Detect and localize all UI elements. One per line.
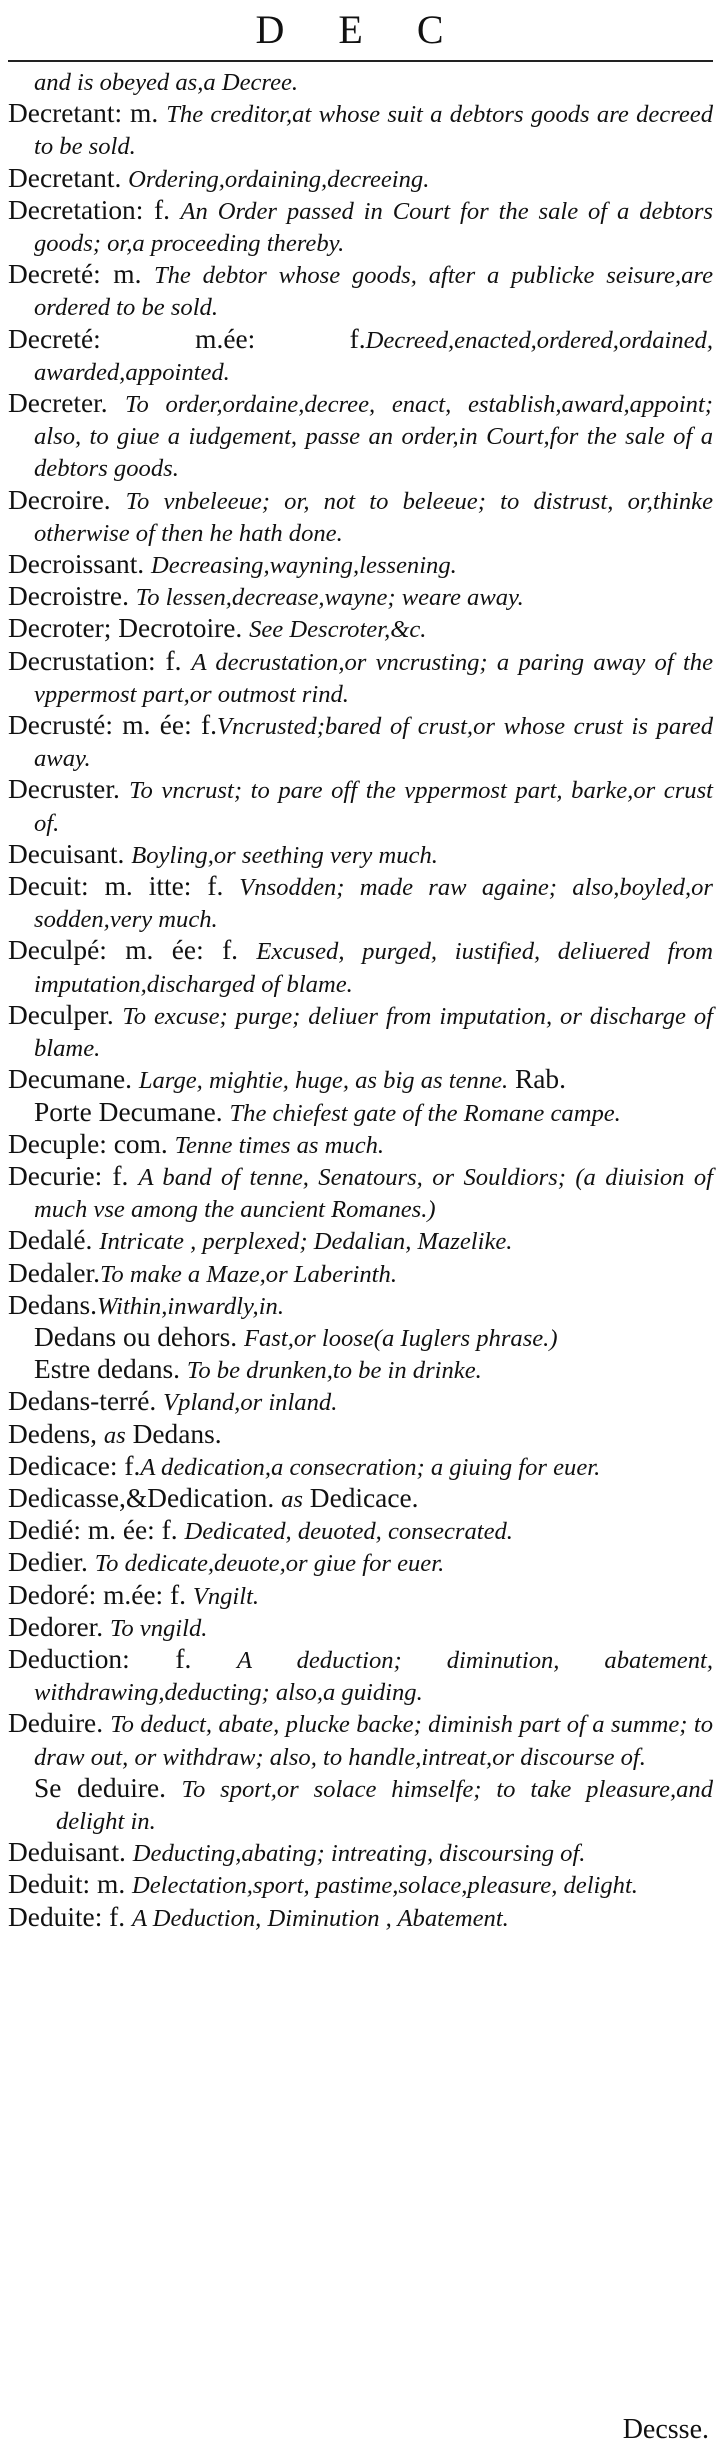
dictionary-entry [8, 710, 713, 774]
headword: Deduisant. [8, 1837, 126, 1868]
dictionary-entry [8, 98, 713, 162]
headword: Decreté: [8, 259, 101, 290]
headword: Decrusté: [8, 710, 113, 741]
grammar-note [126, 1837, 133, 1867]
dictionary-entry [8, 839, 713, 871]
headword: Deduction: [8, 1643, 130, 1674]
definition: A band of tenne, Senatours, or Souldiors; (a diuision of much vse among the auncient Romanes.) [34, 1163, 713, 1224]
headword: Decurie: [8, 1160, 103, 1191]
headword: Decuisant. [8, 838, 125, 869]
dictionary-entry [8, 1708, 713, 1772]
definition: To order,ordaine,decree, enact, establish,award,appoint; also, to giue a iudgement, passe an order,in Court,for the sale of a debtors goods. [34, 391, 713, 483]
grammar-note [103, 1612, 110, 1642]
dictionary-entry [8, 1258, 713, 1290]
dictionary-entry [8, 66, 713, 98]
dictionary-entry [8, 485, 713, 549]
grammar-note: m. ée: f. [112, 710, 217, 741]
grammar-note: f. [102, 1160, 139, 1191]
dictionary-entry [8, 195, 713, 259]
headword: Decroter; Decrotoire. [8, 613, 243, 644]
dictionary-entry [8, 1451, 713, 1483]
headword: Dedans ou dehors. [34, 1321, 238, 1352]
headword: Deduire. [8, 1708, 104, 1739]
grammar-note [111, 485, 126, 515]
headword: Decumane. [8, 1064, 132, 1095]
headword: Decretant. [8, 162, 122, 193]
dictionary-entry [8, 1837, 713, 1869]
grammar-note [166, 1773, 182, 1803]
definition: Decreasing,wayning,lessening. [151, 552, 457, 580]
grammar-note [129, 581, 136, 611]
grammar-note: m.ée: f. [96, 1579, 193, 1610]
headword: Dedalé. [8, 1225, 93, 1256]
header-rule [8, 60, 713, 62]
definition: Within,inwardly,in. [97, 1292, 284, 1320]
grammar-note [97, 1419, 104, 1449]
dictionary-entry [8, 581, 713, 613]
definition: To be drunken,to be in drinke. [186, 1357, 482, 1385]
headword: Decruster. [8, 774, 120, 805]
definition: Dedicated, deuoted, consecrated. [184, 1518, 513, 1546]
definition: and is obeyed as,a Decree. [34, 69, 299, 96]
headword: Dedans. [8, 1289, 97, 1320]
headword: Dedié: [8, 1515, 82, 1546]
definition: To sport,or solace himselfe; to take pleasure,and delight in. [56, 1775, 713, 1835]
headword: Deculpé: [8, 935, 107, 966]
definition: To dedicate,deuote,or giue for euer. [94, 1550, 445, 1578]
headword: Decuit: [8, 871, 89, 902]
dictionary-entry [8, 1773, 713, 1837]
grammar-note: m. itte: f. [88, 871, 240, 902]
definition: Excused, purged, iustified, deliuered from imputation,discharged of blame. [34, 938, 713, 998]
dictionary-entry [8, 163, 713, 195]
dictionary-entry [8, 1515, 713, 1547]
definition: as [103, 1421, 126, 1449]
headword: Deduit: [8, 1869, 91, 1900]
definition: Vpland,or inland. [163, 1389, 338, 1417]
entry-tail: Dedicace. [302, 1482, 419, 1513]
headword: Decroistre. [8, 581, 129, 612]
definition: See Descroter,&c. [249, 616, 427, 644]
grammar-note [88, 1547, 95, 1577]
grammar-note: m. ée: f. [81, 1515, 185, 1546]
dictionary-entry [8, 1419, 713, 1451]
headword: Decroire. [8, 484, 111, 515]
grammar-note: m. [100, 259, 154, 290]
headword: Decreter. [8, 388, 108, 419]
dictionary-entry [8, 774, 713, 838]
dictionary-entry [8, 646, 713, 710]
definition: Deducting,abating; intreating, discoursing of. [132, 1840, 586, 1868]
definition: Tenne times as much. [174, 1131, 385, 1159]
definition: Ordering,ordaining,decreeing. [128, 165, 430, 193]
headword: Se deduire. [34, 1772, 166, 1803]
headword: Decreté: [8, 323, 101, 354]
headword: Decrustation: [8, 645, 156, 676]
dictionary-entry [8, 259, 713, 323]
headword: Deculper. [8, 999, 114, 1030]
definition: To deduct, abate, plucke backe; diminish part of a summe; to draw out, or withdraw; also, to handle,intreat,or discourse of. [34, 1711, 713, 1771]
definition: To vngild. [109, 1614, 208, 1642]
definition: Boyling,or seething very much. [131, 841, 438, 869]
grammar-note [132, 1064, 139, 1094]
page-header: D E C [255, 7, 466, 52]
definition: as [281, 1485, 303, 1513]
dictionary-entry [8, 1644, 713, 1708]
grammar-note [108, 388, 125, 418]
dictionary-entry [8, 1161, 713, 1225]
definition: To vncrust; to pare off the vppermost part, barke,or crust of. [34, 777, 713, 837]
dictionary-entry [8, 1869, 713, 1901]
dictionary-entry [8, 1483, 713, 1515]
definition: A dedication,a consecration; a giuing for euer. [140, 1453, 601, 1481]
dictionary-entry [8, 871, 713, 935]
definition: The creditor,at whose suit a debtors goods are decreed to be sold. [34, 101, 713, 161]
grammar-note [237, 1322, 244, 1352]
headword: Deduite: [8, 1901, 103, 1932]
headword: Estre dedans. [34, 1354, 181, 1385]
definition: A decrustation,or vncrusting; a paring away of the vppermost part,or outmost rind. [34, 648, 713, 708]
dictionary-entry [8, 324, 713, 388]
grammar-note: f. [143, 194, 181, 225]
grammar-note [180, 1354, 187, 1384]
definition: To make a Maze,or Laberinth. [100, 1260, 397, 1288]
dictionary-entry [8, 549, 713, 581]
definition: Vnsodden; made raw againe; also,boyled,or sodden,very much. [34, 874, 713, 934]
entry-tail: Dedans. [125, 1418, 222, 1449]
headword: Dedaler. [8, 1257, 101, 1288]
grammar-note [120, 774, 129, 804]
dictionary-entry [8, 1580, 713, 1612]
headword: Dedier. [8, 1547, 88, 1578]
definition: To excuse; purge; deliuer from imputation, or discharge of blame. [34, 1002, 713, 1063]
grammar-note: f. [155, 645, 192, 676]
grammar-note: m.ée: f. [100, 323, 366, 354]
headword: Decroissant. [8, 549, 145, 580]
definition: Decreed,enacted,ordered,ordained, awarded,appointed. [34, 326, 713, 386]
grammar-note: m. ée: f. [106, 935, 257, 966]
dictionary-entry [8, 1064, 713, 1096]
dictionary-entry [8, 1129, 713, 1161]
definition: To vnbeleeue; or, not to beleeue; to distrust, or,thinke otherwise of then he hath done. [34, 487, 713, 547]
definition: The chiefest gate of the Romane campe. [229, 1099, 621, 1127]
dictionary-entry [8, 1000, 713, 1064]
definition: A Deduction, Diminution , Abatement. [132, 1904, 509, 1932]
definition: Intricate , perplexed; Dedalian, Mazelike. [99, 1228, 513, 1256]
grammar-note: com. [106, 1128, 175, 1159]
grammar-note [144, 549, 151, 579]
dictionary-entry [8, 388, 713, 485]
headword: Dedans-terré. [8, 1386, 157, 1417]
headword: Decuple: [8, 1128, 107, 1159]
grammar-note: f. [129, 1643, 238, 1674]
grammar-note: f. [102, 1901, 132, 1932]
dictionary-entry [8, 1322, 713, 1354]
dictionary-entry [8, 1097, 713, 1129]
dictionary-entry [8, 1612, 713, 1644]
headword: Dedicace: [8, 1450, 118, 1481]
definition: A deduction; diminution, abatement, withdrawing,deducting; also,a guiding. [34, 1646, 714, 1707]
headword: Dedens, [8, 1418, 97, 1449]
dictionary-entry [8, 613, 713, 645]
headword: Decretant: [8, 98, 123, 129]
dictionary-entry [8, 1354, 713, 1386]
headword: Porte Decumane. [34, 1096, 223, 1127]
definition: Fast,or loose(a Iuglers phrase.) [243, 1324, 558, 1352]
headword: Decretation: [8, 194, 144, 225]
dictionary-entry [8, 1547, 713, 1579]
dictionary-entry [8, 1902, 713, 1934]
dictionary-entry [8, 1290, 713, 1322]
grammar-note: m. [122, 98, 167, 129]
grammar-note: m. [90, 1869, 133, 1900]
definition: Large, mightie, huge, as big as tenne. [138, 1067, 509, 1095]
catchword: Decsse. [622, 2414, 709, 2445]
entry-tail: Rab. [508, 1064, 566, 1095]
dictionary-entry [8, 935, 713, 999]
headword: Dedorer. [8, 1611, 104, 1642]
grammar-note: f. [117, 1450, 141, 1481]
headword: Dedicasse,&Dedication. [8, 1482, 275, 1513]
dictionary-entry [8, 1225, 713, 1257]
definition: An Order passed in Court for the sale of a debtors goods; or,a proceeding thereby. [34, 197, 713, 258]
definition: To lessen,decrease,wayne; weare away. [135, 584, 524, 612]
definition: Vncrusted;bared of crust,or whose crust is pared away. [34, 713, 713, 773]
dictionary-entry [8, 1386, 713, 1418]
definition: Delectation,sport, pastime,solace,pleasure, delight. [132, 1872, 638, 1900]
definition: The debtor whose goods, after a publicke seisure,are ordered to be sold. [34, 262, 713, 322]
entries-list [8, 66, 713, 1934]
definition: Vngilt. [192, 1582, 260, 1610]
headword: Dedoré: [8, 1579, 97, 1610]
